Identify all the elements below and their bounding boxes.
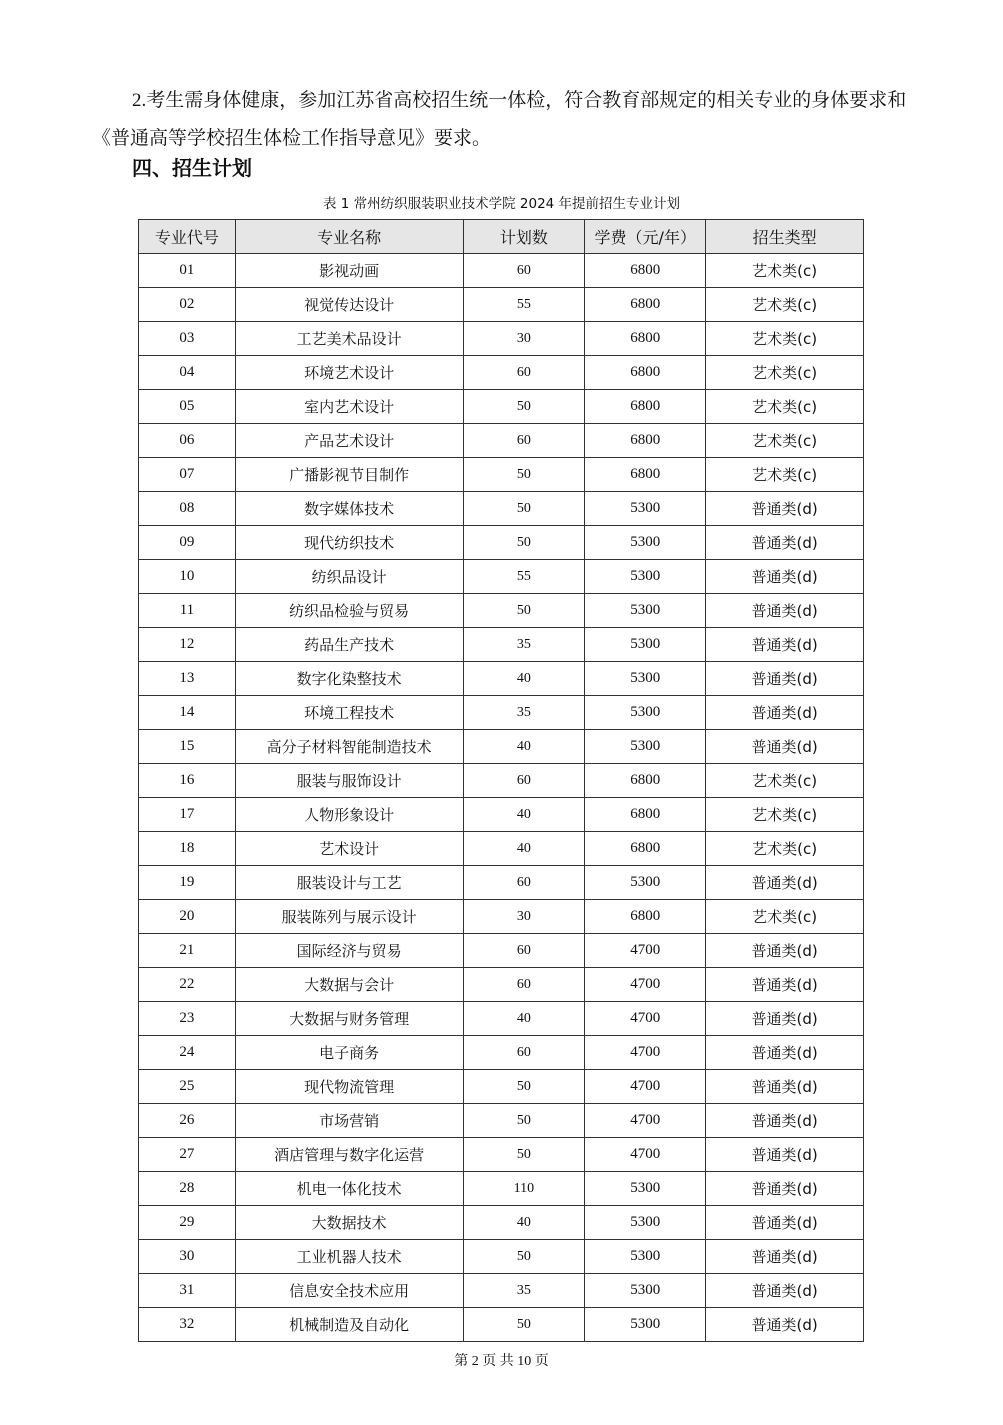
cell-tuition: 5300 — [585, 696, 706, 730]
cell-code: 12 — [139, 628, 236, 662]
cell-name: 服装陈列与展示设计 — [235, 900, 463, 934]
cell-code: 04 — [139, 356, 236, 390]
cell-code: 24 — [139, 1036, 236, 1070]
cell-quota: 60 — [463, 866, 585, 900]
header-type: 招生类型 — [706, 220, 864, 254]
cell-quota: 50 — [463, 526, 585, 560]
table-row — [139, 764, 864, 798]
cell-name: 酒店管理与数字化运营 — [235, 1138, 463, 1172]
cell-code: 17 — [139, 798, 236, 832]
cell-tuition: 6800 — [585, 458, 706, 492]
cell-code: 28 — [139, 1172, 236, 1206]
cell-type: 艺术类(c) — [706, 322, 864, 356]
cell-tuition: 6800 — [585, 424, 706, 458]
cell-tuition: 5300 — [585, 628, 706, 662]
table-row — [139, 798, 864, 832]
cell-tuition: 5300 — [585, 1274, 706, 1308]
table-row — [139, 1002, 864, 1036]
cell-quota: 50 — [463, 1138, 585, 1172]
cell-tuition: 5300 — [585, 1240, 706, 1274]
cell-tuition: 5300 — [585, 866, 706, 900]
cell-name: 影视动画 — [235, 254, 463, 288]
table-caption: 表 1 常州纺织服装职业技术学院 2024 年提前招生专业计划 — [322, 196, 681, 212]
table-row — [139, 628, 864, 662]
table-row — [139, 832, 864, 866]
cell-name: 药品生产技术 — [235, 628, 463, 662]
cell-name: 室内艺术设计 — [235, 390, 463, 424]
cell-name: 环境工程技术 — [235, 696, 463, 730]
cell-tuition: 5300 — [585, 1172, 706, 1206]
cell-code: 19 — [139, 866, 236, 900]
cell-quota: 60 — [463, 356, 585, 390]
cell-quota: 50 — [463, 1104, 585, 1138]
cell-tuition: 6800 — [585, 798, 706, 832]
cell-type: 普通类(d) — [706, 730, 864, 764]
cell-code: 30 — [139, 1240, 236, 1274]
cell-quota: 60 — [463, 764, 585, 798]
cell-code: 05 — [139, 390, 236, 424]
table-row — [139, 526, 864, 560]
cell-type: 普通类(d) — [706, 968, 864, 1002]
table-row — [139, 1206, 864, 1240]
cell-type: 艺术类(c) — [706, 458, 864, 492]
table-row — [139, 730, 864, 764]
cell-quota: 60 — [463, 1036, 585, 1070]
table-row — [139, 1138, 864, 1172]
cell-type: 普通类(d) — [706, 1070, 864, 1104]
cell-quota: 50 — [463, 390, 585, 424]
cell-code: 15 — [139, 730, 236, 764]
cell-code: 09 — [139, 526, 236, 560]
cell-type: 普通类(d) — [706, 1240, 864, 1274]
cell-code: 11 — [139, 594, 236, 628]
cell-name: 视觉传达设计 — [235, 288, 463, 322]
table-row — [139, 1036, 864, 1070]
cell-type: 普通类(d) — [706, 1104, 864, 1138]
cell-code: 25 — [139, 1070, 236, 1104]
cell-quota: 35 — [463, 696, 585, 730]
cell-code: 08 — [139, 492, 236, 526]
cell-code: 01 — [139, 254, 236, 288]
table-row — [139, 492, 864, 526]
cell-tuition: 6800 — [585, 288, 706, 322]
cell-quota: 40 — [463, 1002, 585, 1036]
cell-type: 普通类(d) — [706, 594, 864, 628]
table-row — [139, 594, 864, 628]
cell-name: 环境艺术设计 — [235, 356, 463, 390]
table-row — [139, 322, 864, 356]
cell-code: 31 — [139, 1274, 236, 1308]
cell-quota: 110 — [463, 1172, 585, 1206]
enrollment-plan-table — [138, 219, 864, 1342]
cell-name: 产品艺术设计 — [235, 424, 463, 458]
cell-code: 22 — [139, 968, 236, 1002]
cell-quota: 40 — [463, 662, 585, 696]
cell-name: 数字媒体技术 — [235, 492, 463, 526]
cell-tuition: 5300 — [585, 594, 706, 628]
cell-name: 机械制造及自动化 — [235, 1308, 463, 1342]
cell-quota: 30 — [463, 900, 585, 934]
cell-code: 16 — [139, 764, 236, 798]
table-header-row — [139, 220, 864, 254]
cell-type: 普通类(d) — [706, 934, 864, 968]
cell-tuition: 6800 — [585, 390, 706, 424]
cell-type: 普通类(d) — [706, 1172, 864, 1206]
table-row — [139, 1104, 864, 1138]
cell-type: 艺术类(c) — [706, 424, 864, 458]
cell-name: 数字化染整技术 — [235, 662, 463, 696]
cell-name: 工业机器人技术 — [235, 1240, 463, 1274]
cell-name: 服装与服饰设计 — [235, 764, 463, 798]
table-row — [139, 356, 864, 390]
cell-type: 普通类(d) — [706, 560, 864, 594]
cell-tuition: 5300 — [585, 492, 706, 526]
cell-code: 23 — [139, 1002, 236, 1036]
cell-type: 艺术类(c) — [706, 254, 864, 288]
cell-quota: 55 — [463, 560, 585, 594]
cell-quota: 40 — [463, 730, 585, 764]
cell-name: 国际经济与贸易 — [235, 934, 463, 968]
cell-type: 普通类(d) — [706, 696, 864, 730]
cell-name: 高分子材料智能制造技术 — [235, 730, 463, 764]
cell-code: 07 — [139, 458, 236, 492]
cell-type: 艺术类(c) — [706, 832, 864, 866]
cell-name: 人物形象设计 — [235, 798, 463, 832]
cell-quota: 60 — [463, 424, 585, 458]
cell-code: 10 — [139, 560, 236, 594]
header-tuition: 学费（元/年） — [585, 220, 706, 254]
cell-quota: 60 — [463, 968, 585, 1002]
page-footer: 第 2 页 共 10 页 — [454, 1354, 549, 1369]
table-row — [139, 424, 864, 458]
header-code: 专业代号 — [139, 220, 236, 254]
cell-tuition: 6800 — [585, 322, 706, 356]
cell-quota: 50 — [463, 1070, 585, 1104]
header-name: 专业名称 — [235, 220, 463, 254]
cell-type: 艺术类(c) — [706, 900, 864, 934]
cell-quota: 35 — [463, 628, 585, 662]
cell-quota: 50 — [463, 1308, 585, 1342]
cell-tuition: 4700 — [585, 1070, 706, 1104]
cell-type: 普通类(d) — [706, 662, 864, 696]
section-heading: 四、招生计划 — [132, 156, 252, 180]
cell-quota: 30 — [463, 322, 585, 356]
table-row — [139, 1308, 864, 1342]
cell-code: 14 — [139, 696, 236, 730]
cell-type: 艺术类(c) — [706, 356, 864, 390]
body-paragraph: 2.考生需身体健康，参加江苏省高校招生统一体检，符合教育部规定的相关专业的身体要求和《普通高等学校招生体检工作指导意见》要求。 — [92, 90, 907, 149]
cell-type: 普通类(d) — [706, 628, 864, 662]
cell-tuition: 4700 — [585, 968, 706, 1002]
cell-code: 13 — [139, 662, 236, 696]
header-quota: 计划数 — [463, 220, 585, 254]
cell-type: 普通类(d) — [706, 526, 864, 560]
cell-type: 普通类(d) — [706, 1138, 864, 1172]
cell-tuition: 5300 — [585, 560, 706, 594]
cell-type: 艺术类(c) — [706, 764, 864, 798]
cell-quota: 50 — [463, 1240, 585, 1274]
table-row — [139, 1172, 864, 1206]
cell-name: 大数据与会计 — [235, 968, 463, 1002]
cell-type: 普通类(d) — [706, 1274, 864, 1308]
cell-name: 大数据与财务管理 — [235, 1002, 463, 1036]
table-row — [139, 254, 864, 288]
cell-tuition: 5300 — [585, 662, 706, 696]
cell-quota: 40 — [463, 798, 585, 832]
cell-type: 艺术类(c) — [706, 390, 864, 424]
table-row — [139, 934, 864, 968]
cell-quota: 50 — [463, 594, 585, 628]
cell-name: 现代纺织技术 — [235, 526, 463, 560]
cell-name: 大数据技术 — [235, 1206, 463, 1240]
cell-quota: 60 — [463, 934, 585, 968]
table-row — [139, 900, 864, 934]
cell-tuition: 4700 — [585, 1104, 706, 1138]
table-row — [139, 866, 864, 900]
cell-quota: 50 — [463, 458, 585, 492]
cell-name: 艺术设计 — [235, 832, 463, 866]
cell-type: 普通类(d) — [706, 866, 864, 900]
cell-tuition: 6800 — [585, 900, 706, 934]
table-row — [139, 968, 864, 1002]
cell-type: 普通类(d) — [706, 1036, 864, 1070]
cell-quota: 40 — [463, 832, 585, 866]
table-row — [139, 1070, 864, 1104]
cell-name: 广播影视节目制作 — [235, 458, 463, 492]
cell-code: 20 — [139, 900, 236, 934]
cell-code: 21 — [139, 934, 236, 968]
cell-name: 现代物流管理 — [235, 1070, 463, 1104]
cell-type: 普通类(d) — [706, 1308, 864, 1342]
cell-quota: 60 — [463, 254, 585, 288]
table-row — [139, 1274, 864, 1308]
cell-tuition: 6800 — [585, 764, 706, 798]
cell-tuition: 5300 — [585, 1206, 706, 1240]
table-row — [139, 560, 864, 594]
cell-name: 工艺美术品设计 — [235, 322, 463, 356]
cell-tuition: 5300 — [585, 526, 706, 560]
cell-name: 服装设计与工艺 — [235, 866, 463, 900]
cell-type: 艺术类(c) — [706, 798, 864, 832]
cell-type: 普通类(d) — [706, 1206, 864, 1240]
table-row — [139, 662, 864, 696]
cell-code: 27 — [139, 1138, 236, 1172]
table-row — [139, 390, 864, 424]
cell-type: 普通类(d) — [706, 492, 864, 526]
table-body — [139, 254, 864, 1342]
cell-quota: 50 — [463, 492, 585, 526]
cell-tuition: 4700 — [585, 1036, 706, 1070]
cell-tuition: 5300 — [585, 1308, 706, 1342]
cell-tuition: 4700 — [585, 1138, 706, 1172]
cell-name: 电子商务 — [235, 1036, 463, 1070]
table-row — [139, 458, 864, 492]
cell-code: 32 — [139, 1308, 236, 1342]
cell-tuition: 4700 — [585, 1002, 706, 1036]
cell-code: 03 — [139, 322, 236, 356]
cell-name: 市场营销 — [235, 1104, 463, 1138]
cell-quota: 55 — [463, 288, 585, 322]
cell-code: 02 — [139, 288, 236, 322]
cell-name: 机电一体化技术 — [235, 1172, 463, 1206]
cell-name: 纺织品设计 — [235, 560, 463, 594]
table-row — [139, 288, 864, 322]
cell-name: 信息安全技术应用 — [235, 1274, 463, 1308]
table-row — [139, 696, 864, 730]
cell-code: 18 — [139, 832, 236, 866]
cell-code: 29 — [139, 1206, 236, 1240]
cell-name: 纺织品检验与贸易 — [235, 594, 463, 628]
cell-quota: 40 — [463, 1206, 585, 1240]
cell-code: 26 — [139, 1104, 236, 1138]
table-row — [139, 1240, 864, 1274]
cell-type: 艺术类(c) — [706, 288, 864, 322]
cell-tuition: 6800 — [585, 356, 706, 390]
cell-tuition: 4700 — [585, 934, 706, 968]
cell-tuition: 6800 — [585, 832, 706, 866]
cell-type: 普通类(d) — [706, 1002, 864, 1036]
cell-tuition: 6800 — [585, 254, 706, 288]
cell-quota: 35 — [463, 1274, 585, 1308]
cell-tuition: 5300 — [585, 730, 706, 764]
cell-code: 06 — [139, 424, 236, 458]
